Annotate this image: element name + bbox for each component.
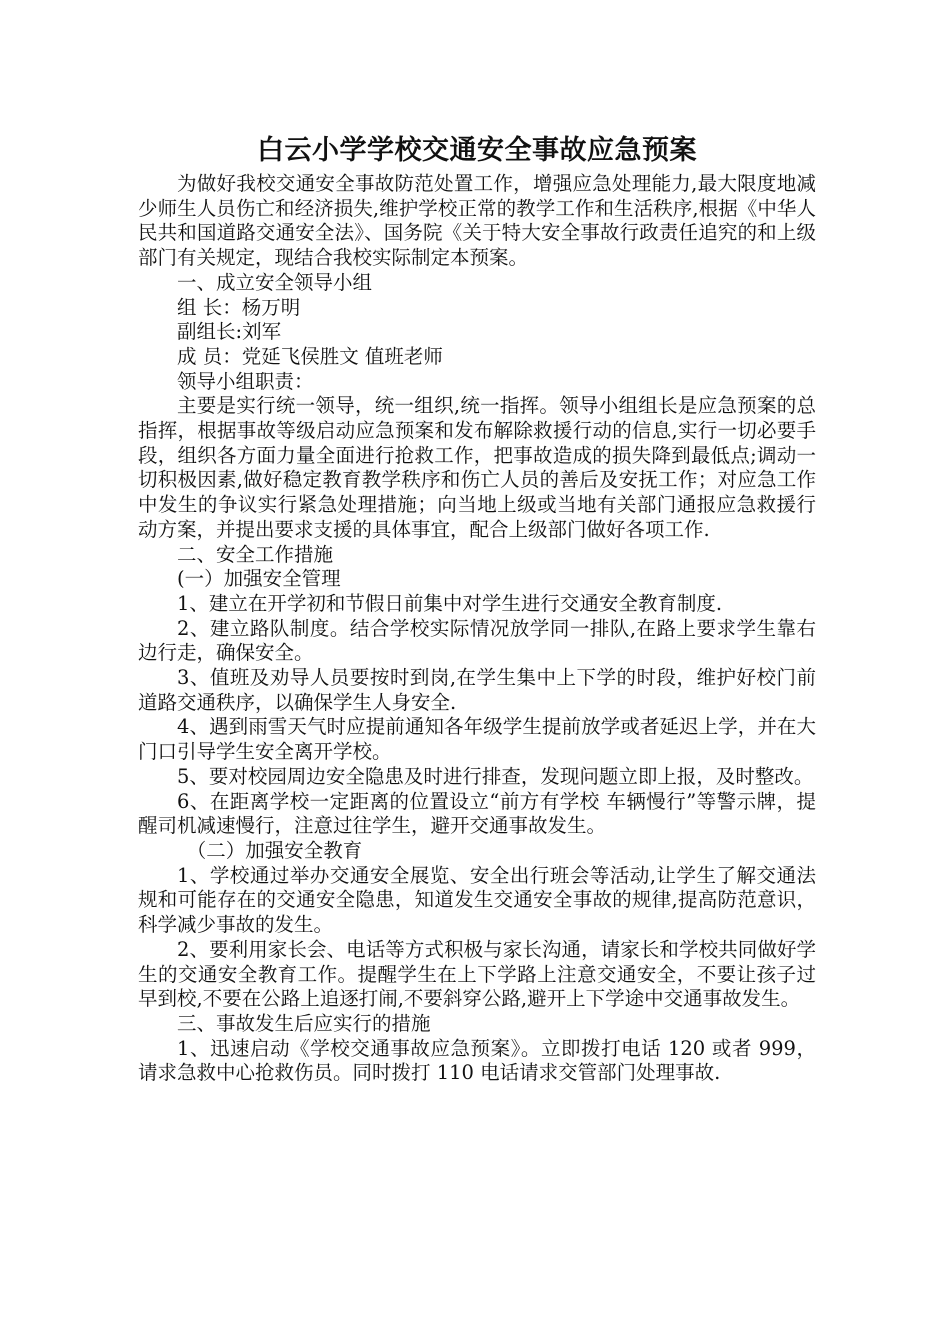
document-body: [138, 132, 816, 1086]
measure-item-2: 2、建立路队制度。结合学校实际情况放学同一排队,在路上要求学生靠右边行走，确保安全。: [138, 616, 816, 665]
response-item-1: 1、迅速启动《学校交通事故应急预案》。立即拨打电话 120 或者 999，请求急救中心抢救伤员。同时拨打 110 电话请求交管部门处理事故.: [138, 1036, 816, 1085]
duties-heading: 领导小组职责：: [177, 369, 314, 393]
section-heading-measures: 二、安全工作措施: [177, 542, 334, 566]
members-line: 成 员：党延飞侯胜文 值班老师: [177, 344, 443, 368]
education-item-2: 2、要利用家长会、电话等方式积极与家长沟通，请家长和学校共同做好学生的交通安全教育工作。提醒学生在上下学路上注意交通安全，不要让孩子过早到校,不要在公路上追逐打闹,不要斜穿公路,避开上下学途中交通事故发生。: [138, 937, 816, 1011]
measure-item-6: 6、在距离学校一定距离的位置设立“前方有学校 车辆慢行”等警示牌，提醒司机减速慢行，注意过往学生，避开交通事故发生。: [138, 789, 816, 838]
intro-paragraph: 为做好我校交通安全事故防范处置工作，增强应急处理能力,最大限度地减少师生人员伤亡和经济损失,维护学校正常的教学工作和生活秩序,根据《中华人民共和国道路交通安全法》、国务院《关于特大安全事故行政责任追究的和上级部门有关规定，现结合我校实际制定本预案。: [138, 172, 816, 270]
subsection-heading-education: （二）加强安全教育: [186, 838, 363, 862]
measure-item-1: 1、建立在开学初和节假日前集中对学生进行交通安全教育制度.: [177, 591, 723, 615]
deputy-leader-line: 副组长:刘军: [177, 320, 282, 344]
section-heading-leadership: 一、成立安全领导小组: [177, 270, 373, 294]
section-heading-response: 三、事故发生后应实行的措施: [177, 1011, 431, 1035]
subsection-heading-management: (一）加强安全管理: [177, 567, 341, 591]
education-item-1: 1、学校通过举办交通安全展览、安全出行班会等活动,让学生了解交通法规和可能存在的交通安全隐患，知道发生交通安全事故的规律,提高防范意识，科学减少事故的发生。: [138, 863, 816, 937]
team-leader-line: 组 长：杨万明: [177, 295, 301, 319]
measure-item-3: 3、值班及劝导人员要按时到岗,在学生集中上下学的时段，维护好校门前道路交通秩序，以确保学生人身安全.: [138, 666, 816, 714]
duties-paragraph: 主要是实行统一领导，统一组织,统一指挥。领导小组组长是应急预案的总指挥，根据事故等级启动应急预案和发布解除救援行动的信息,实行一切必要手段，组织各方面力量全面进行抢救工作，把事故造成的损失降到最低点;调动一切积极因素,做好稳定教育教学秩序和伤亡人员的善后及安抚工作；对应急工作中发生的争议实行紧急处理措施；向当地上级或当地有关部门通报应急救援行动方案，并提出要求支援的具体事宜，配合上级部门做好各项工作.: [138, 394, 816, 541]
document-title: 白云小学学校交通安全事故应急预案: [257, 135, 697, 166]
measure-item-5: 5、要对校园周边安全隐患及时进行排查，发现问题立即上报，及时整改。: [177, 764, 814, 788]
measure-item-4: 4、遇到雨雪天气时应提前通知各年级学生提前放学或者延迟上学，并在大门口引导学生安全离开学校。: [138, 715, 816, 764]
